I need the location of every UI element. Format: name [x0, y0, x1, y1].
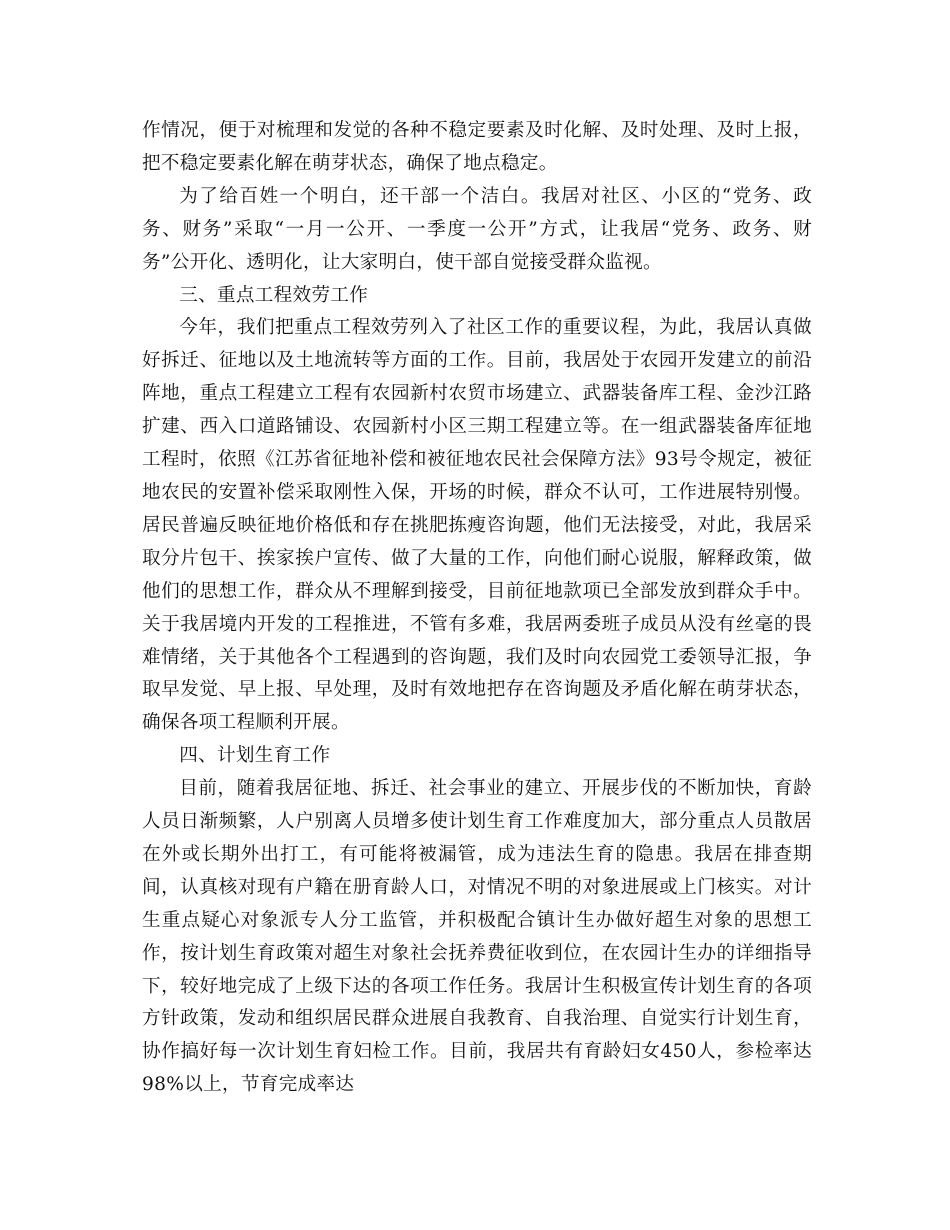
paragraph-continuation: 作情况，便于对梳理和发觉的各种不稳定要素及时化解、及时处理、及时上报，把不稳定要素化解在萌芽状态，确保了地点稳定。 — [142, 120, 812, 174]
document-page — [142, 115, 812, 1102]
section-heading-key-projects: 三、重点工程效劳工作 — [179, 284, 369, 306]
paragraph-family-planning: 目前，随着我居征地、拆迁、社会事业的建立、开展步伐的不断加快，育龄人员日渐频繁，人户别离人员增多使计划生育工作难度加大，部分重点人员散居在外或长期外出打工，有可能将被漏管，成为违法生育的隐患。我居在排查期间，认真核对现有户籍在册育龄人口，对情况不明的对象进展或上门核实。对计生重点疑心对象派专人分工监管，并积极配合镇计生办做好超生对象的思想工作，按计划生育政策对超生对象社会抚养费征收到位，在农园计生办的详细指导下，较好地完成了上级下达的各项工作任务。我居计生积极宣传计划生育的各项方针政策，发动和组织居民群众进展自我教育、自我治理、自觉实行计划生育，协作搞好每一次计划生育妇检工作。目前，我居共有育龄妇女450人，参检率达98%以上，节育完成率达 — [142, 778, 812, 1096]
section-heading-family-planning: 四、计划生育工作 — [179, 745, 331, 767]
paragraph-transparency: 为了给百姓一个明白，还干部一个洁白。我居对社区、小区的“党务、政务、财务”采取“一月一公开、一季度一公开”方式，让我居“党务、政务、财务”公开化、透明化，让大家明白，使干部自觉接受群众监视。 — [142, 185, 812, 273]
paragraph-key-projects: 今年，我们把重点工程效劳列入了社区工作的重要议程，为此，我居认真做好拆迁、征地以及土地流转等方面的工作。目前，我居处于农园开发建立的前沿阵地，重点工程建立工程有农园新村农贸市场建立、武器装备库工程、金沙江路扩建、西入口道路铺设、农园新村小区三期工程建立等。在一组武器装备库征地工程时，依照《江苏省征地补偿和被征地农民社会保障方法》93号令规定，被征地农民的安置补偿采取刚性入保，开场的时候，群众不认可，工作进展特别慢。居民普遍反映征地价格低和存在挑肥拣瘦咨询题，他们无法接受，对此，我居采取分片包干、挨家挨户宣传、做了大量的工作，向他们耐心说服，解释政策，做他们的思想工作，群众从不理解到接受，目前征地款项已全部发放到群众手中。关于我居境内开发的工程推进，不管有多难，我居两委班子成员从没有丝毫的畏难情绪，关于其他各个工程遇到的咨询题，我们及时向农园党工委领导汇报，争取早发觉、早上报、早处理，及时有效地把存在咨询题及矛盾化解在萌芽状态，确保各项工程顺利开展。 — [142, 317, 812, 734]
